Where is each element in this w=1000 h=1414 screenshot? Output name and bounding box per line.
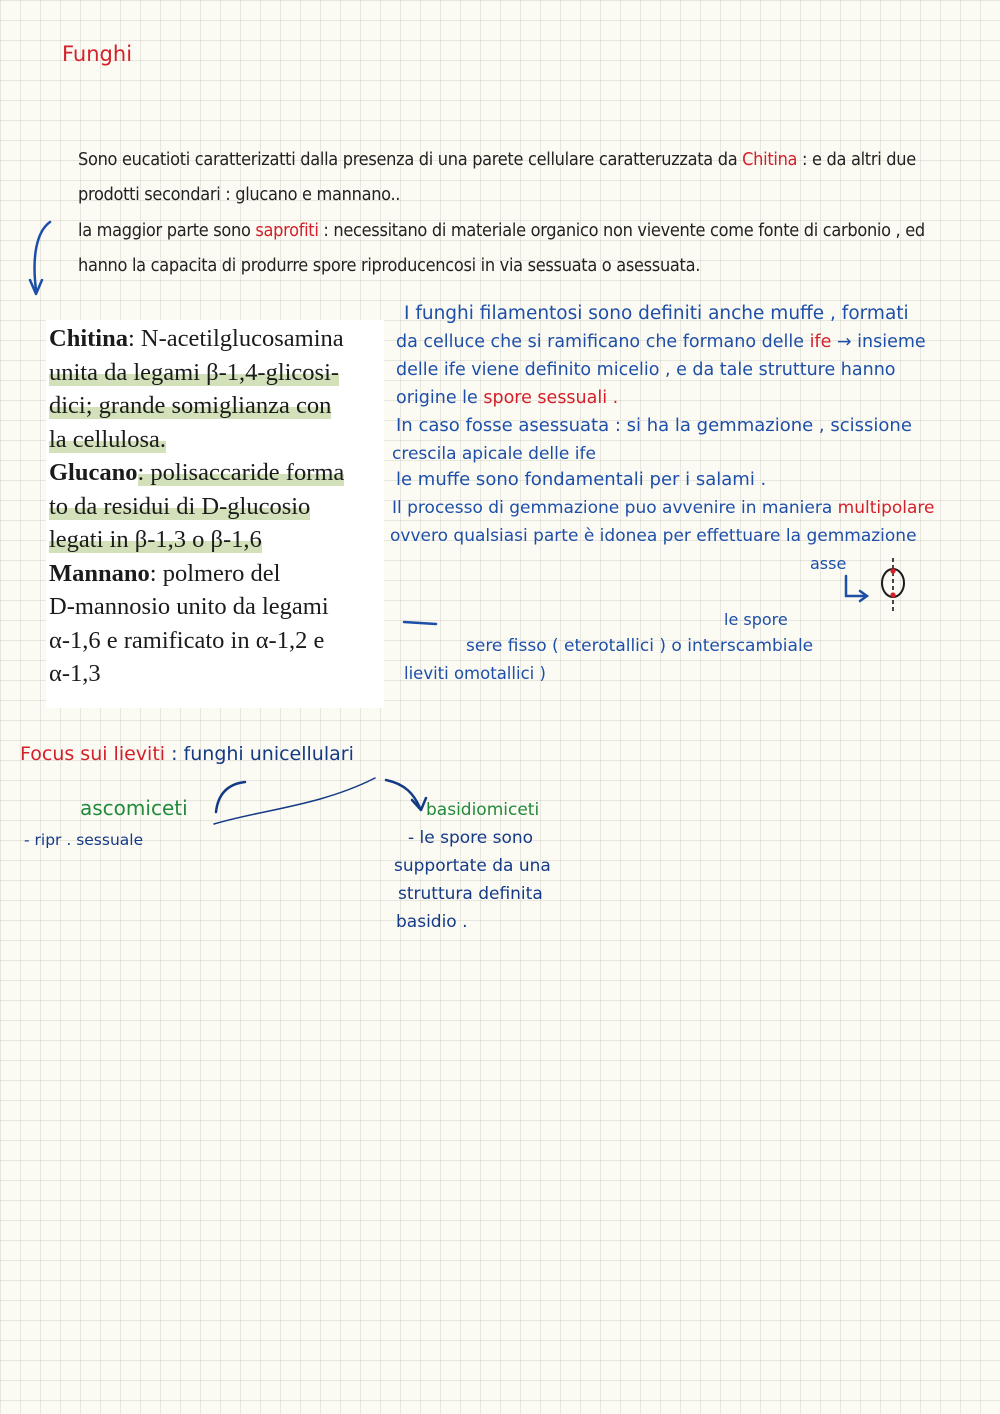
note-text: origine le xyxy=(396,388,484,408)
chitina-definition xyxy=(49,322,379,456)
saprofiti-highlight: saprofiti xyxy=(255,220,319,241)
branch-lines-diagram xyxy=(200,770,440,840)
intro-text: : necessitano di materiale organico non vievente come fonte di carbonio , ed xyxy=(318,220,925,241)
budding-cell-diagram xyxy=(838,556,918,616)
spore-sessuali-highlight: spore sessuali xyxy=(483,388,608,408)
multipolare-highlight: multipolare xyxy=(837,498,935,518)
definition-text: legati in β-1,3 o β-1,6 xyxy=(49,526,262,553)
note-line-9: ovvero qualsiasi parte è idonea per effettuare la gemmazione xyxy=(390,526,917,546)
note-line-2 xyxy=(396,328,926,356)
page-title: Funghi xyxy=(62,42,133,66)
definition-text: to da residui di D-glucosio xyxy=(49,492,311,520)
note-line-12: sere fisso ( eterotallici ) o interscambiale xyxy=(466,636,814,656)
intro-text: Sono eucatioti caratterizatti dalla presenza di una parete cellulare caratteruzzata da xyxy=(78,149,743,170)
note-line-5: In caso fosse asessuata : si ha la gemmazione , scissione xyxy=(396,415,912,436)
basidiomiceti-label: basidiomiceti xyxy=(426,800,540,820)
note-line-1: I funghi filamentosi sono definiti anche muffe , formati xyxy=(404,303,909,324)
note-line-11: le spore xyxy=(724,610,788,629)
focus-label: Focus sui lieviti xyxy=(20,743,166,765)
note-line-7: le muffe sono fondamentali per i salami . xyxy=(396,469,767,490)
definition-text: dici; grande somiglianza con xyxy=(49,392,332,419)
chitina-highlight: Chitina xyxy=(742,149,798,170)
mannano-definition xyxy=(49,557,379,691)
glucano-definition xyxy=(49,456,379,557)
note-text: Il processo di gemmazione puo avvenire in maniera xyxy=(392,498,838,518)
basidio-note-4: basidio . xyxy=(396,912,468,932)
definition-text: D-mannosio unito da legami xyxy=(49,593,329,620)
note-line-3: delle ife viene definito micelio , e da tale strutture hanno xyxy=(396,360,896,380)
focus-topic: funghi unicellulari xyxy=(183,743,354,765)
note-asse: asse xyxy=(810,554,847,573)
note-text: da celluce che si ramificano che formano delle xyxy=(396,332,810,352)
ascomiceti-label: ascomiceti xyxy=(80,796,188,820)
focus-heading xyxy=(20,740,354,768)
ascomiceti-note: - ripr . sessuale xyxy=(24,831,144,849)
chitina-label: Chitina xyxy=(49,325,128,352)
definition-text: : N-acetilglucosamina xyxy=(127,325,344,352)
glucano-label: Glucano xyxy=(49,459,138,486)
note-line-6: crescila apicale delle ife xyxy=(392,444,596,464)
definition-text: α-1,3 xyxy=(49,660,101,687)
intro-text: : e da altri due xyxy=(797,149,916,170)
intro-line-4: hanno la capacita di produrre spore riproducencosi in via sessuata o asessuata. xyxy=(78,255,701,276)
focus-colon: : xyxy=(165,743,184,765)
ife-highlight: ife xyxy=(809,332,832,352)
definition-text: : polisaccaride forma xyxy=(137,459,345,486)
note-line-8 xyxy=(392,494,935,522)
basidio-note-2: supportate da una xyxy=(394,856,551,876)
note-text: → insieme xyxy=(831,332,926,352)
mannano-label: Mannano xyxy=(49,559,150,587)
textbook-excerpt xyxy=(46,320,384,708)
intro-line-2: prodotti secondari : glucano e mannano.. xyxy=(78,184,401,205)
definition-text: la cellulosa. xyxy=(49,425,167,453)
curved-arrow-icon xyxy=(22,218,62,300)
basidio-note-1: - le spore sono xyxy=(408,828,534,848)
intro-line-1 xyxy=(78,142,978,177)
arrow-icon xyxy=(402,614,442,630)
definition-text: unita da legami β-1,4-glicosi- xyxy=(49,358,340,386)
intro-text: la maggior parte sono xyxy=(78,220,256,241)
definition-text: α-1,6 e ramificato in α-1,2 e xyxy=(49,626,325,654)
note-text: . xyxy=(607,388,619,408)
intro-line-3 xyxy=(78,213,978,248)
note-line-4 xyxy=(396,384,618,412)
definition-text: : polmero del xyxy=(149,559,281,587)
note-line-13: lieviti omotallici ) xyxy=(404,664,546,683)
basidio-note-3: struttura definita xyxy=(398,884,543,904)
